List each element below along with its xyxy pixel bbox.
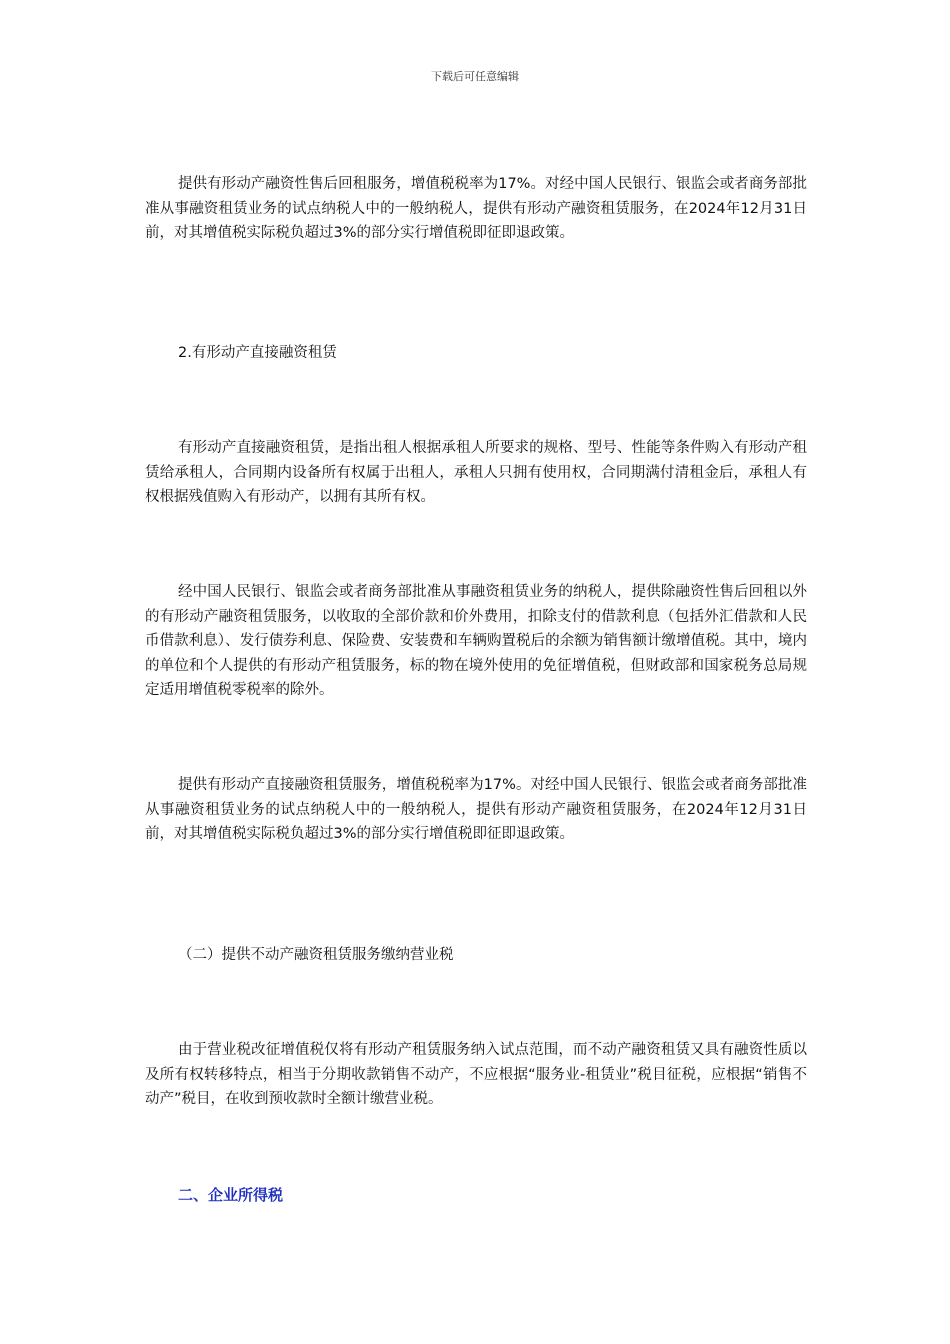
paragraph-sales-amount-rules: 经中国人民银行、银监会或者商务部批准从事融资租赁业务的纳税人，提供除融资性售后回租以外的有形动产融资租赁服务，以收取的全部价款和价外费用，扣除支付的借款利息（包括外汇借款和人民币借款利息）、发行债券利息、保险费、安装费和车辆购置税后的余额为销售额计缴增值税。其中，境内的单位和个人提供的有形动产租赁服务，标的物在境外使用的免征增值税，但财政部和国家税务总局规定适用增值税零税率的除外。 [145, 584, 807, 698]
section-heading-corporate-income-tax: 二、企业所得税 [178, 1186, 284, 1204]
subheading-real-estate-lease: （二）提供不动产融资租赁服务缴纳营业税 [178, 947, 454, 963]
paragraph-direct-lease-definition: 有形动产直接融资租赁，是指出租人根据承租人所要求的规格、型号、性能等条件购入有形动产租赁给承租人，合同期内设备所有权属于出租人，承租人只拥有使用权，合同期满付清租金后，承租人有权根据残值购入有形动产，以拥有其所有权。 [145, 440, 807, 505]
subheading-direct-finance-lease: 2.有形动产直接融资租赁 [178, 345, 337, 361]
paragraph-leaseback-tax-rate: 提供有形动产融资性售后回租服务，增值税税率为17%。对经中国人民银行、银监会或者商务部批准从事融资租赁业务的试点纳税人中的一般纳税人，提供有形动产融资租赁服务，在2024年12月31日前，对其增值税实际税负超过3%的部分实行增值税即征即退政策。 [145, 176, 807, 241]
page-header-note: 下载后可任意编辑 [431, 70, 519, 83]
paragraph-business-tax: 由于营业税改征增值税仅将有形动产租赁服务纳入试点范围，而不动产融资租赁又具有融资性质以及所有权转移特点，相当于分期收款销售不动产，不应根据“服务业-租赁业”税目征税，应根据“销售不动产”税目，在收到预收款时全额计缴营业税。 [145, 1042, 807, 1107]
paragraph-direct-lease-tax-rate: 提供有形动产直接融资租赁服务，增值税税率为17%。对经中国人民银行、银监会或者商务部批准从事融资租赁业务的试点纳税人中的一般纳税人，提供有形动产融资租赁服务，在2024年12月31日前，对其增值税实际税负超过3%的部分实行增值税即征即退政策。 [145, 777, 807, 842]
